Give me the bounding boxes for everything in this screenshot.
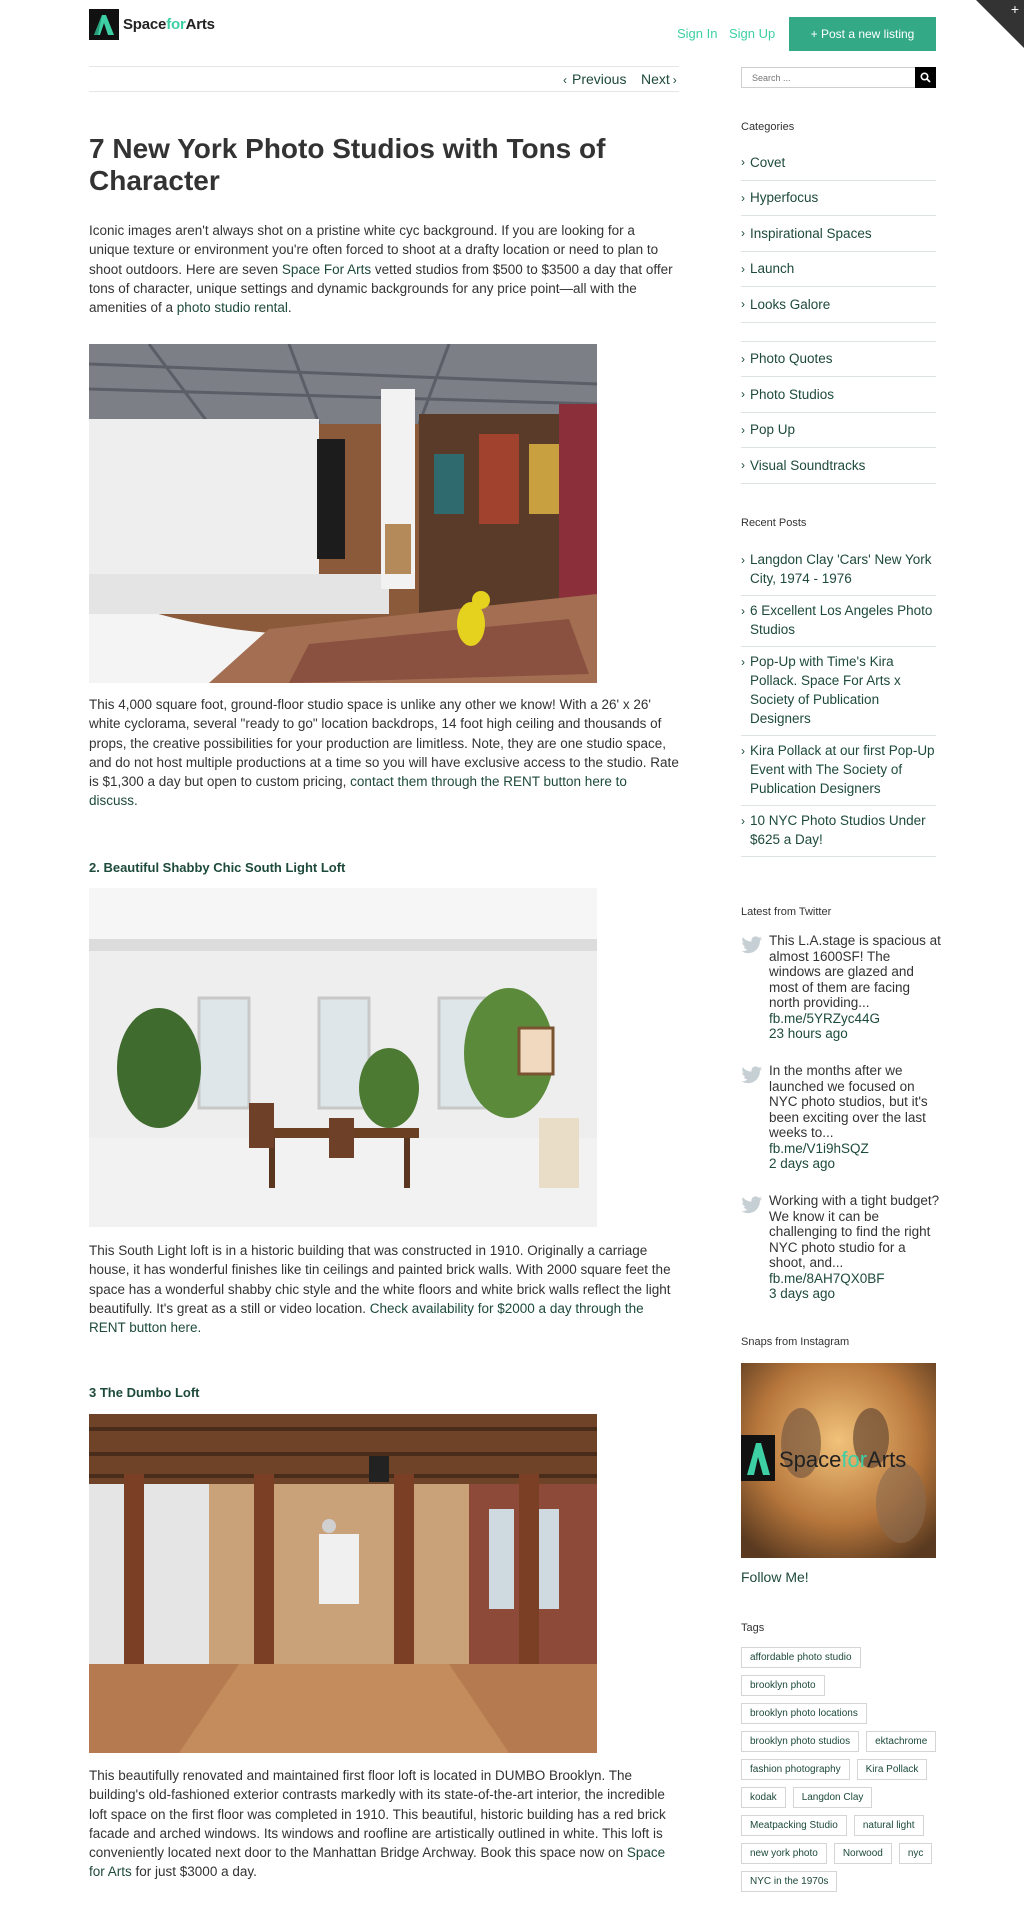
studio-photo-3 [89, 1414, 597, 1753]
chevron-right-icon: › [741, 226, 745, 241]
tweet-text: In the months after we launched we focused on NYC photo studios, but it's been exciting over the last weeks to... [769, 1063, 928, 1140]
tag[interactable]: NYC in the 1970s [741, 1871, 837, 1892]
sign-up-link[interactable]: Sign Up [729, 26, 776, 41]
tweet [741, 933, 941, 1042]
tweet-time[interactable]: 2 days ago [769, 1156, 836, 1171]
tweet-link[interactable]: fb.me/V1i9hSQZ [769, 1140, 869, 1156]
site-logo[interactable] [89, 9, 215, 40]
tweet-text: This L.A.stage is spacious at almost 1600SF! The windows are glazed and most of them are facing north providing... [769, 933, 941, 1010]
recent-post-item[interactable]: › 10 NYC Photo Studios Under $625 a Day! [741, 806, 936, 857]
search-button[interactable] [915, 67, 936, 88]
category-item[interactable]: › Launch [741, 252, 936, 288]
chevron-right-icon: › [741, 351, 745, 366]
twitter-bird-icon [741, 1193, 769, 1302]
twitter-heading: Latest from Twitter [741, 906, 832, 918]
twitter-bird-icon [741, 933, 769, 1042]
tag[interactable]: new york photo [741, 1843, 827, 1864]
chevron-right-icon: › [741, 814, 745, 828]
tweet-link[interactable]: fb.me/5YRZyc44G [769, 1010, 881, 1026]
previous-link[interactable]: ‹ Previous [563, 71, 627, 87]
section-3-paragraph: This beautifully renovated and maintained first floor loft is located in DUMBO Brooklyn. The building's old-fashioned exterior contrasts markedly with its state-of-the-art interior, the incredible loft space on the first floor was completed in 1910. This beautiful, historic building has a red brick facade and arched windows. Its windows and roofline are artistically outlined in white. This loft is conveniently located next door to the Manhattan Bridge Archway. Book this space now on Space for Arts for just $3000 a day. [89, 1768, 666, 1880]
twitter-bird-icon [741, 1063, 769, 1172]
studio-photo-1 [89, 344, 597, 683]
chevron-right-icon: › [741, 261, 745, 276]
tweet-time[interactable]: 3 days ago [769, 1286, 836, 1301]
section-2-paragraph: This South Light loft is in a historic building that was constructed in 1910. Originally a carriage house, it has wonderful finishes like tin ceilings and painted brick walls. With 2000 square feet the space has a wonderful shabby chic style and the white floors and white brick walls reflect the light beautifully. It's great as a still or video location. Check availability for $2000 a day through the RENT button here. [89, 1243, 671, 1336]
chevron-right-icon: › [741, 553, 745, 567]
category-item[interactable]: › Covet [741, 145, 936, 181]
chevron-right-icon: › [741, 422, 745, 437]
category-divider [741, 323, 936, 342]
recent-post-item[interactable]: › 6 Excellent Los Angeles Photo Studios [741, 596, 936, 647]
post-navigation [89, 66, 679, 92]
tweet-time[interactable]: 23 hours ago [769, 1026, 848, 1041]
logo-icon [89, 9, 119, 40]
studio-photo-2 [89, 888, 597, 1227]
rent-contact-link[interactable]: contact them through the RENT button here to discuss. [89, 774, 627, 809]
tag[interactable]: brooklyn photo locations [741, 1703, 867, 1724]
category-item[interactable]: › Pop Up [741, 413, 936, 449]
tags-heading: Tags [741, 1622, 765, 1634]
tweet-text: Working with a tight budget? We know it can be challenging to find the right NYC photo studio for a shoot, and... [769, 1193, 940, 1270]
chevron-right-icon: › [741, 604, 745, 618]
photo-studio-rental-link[interactable]: photo studio rental [176, 300, 288, 316]
search-icon [920, 72, 931, 83]
check-availability-link[interactable]: Check availability for $2000 a day through the RENT button here. [89, 1300, 644, 1336]
tag[interactable]: natural light [854, 1815, 924, 1836]
intro-paragraph: Iconic images aren't always shot on a pristine white cyc background. If you are looking for a unique texture or environment you're often forced to shoot at a drafty location or need to plan to shoot outdoors. Here are seven Space For Arts vetted studios from $500 to $3500 a day that offer tons of character, unique settings and dynamic backgrounds for any price point—all with the amenities of a photo studio rental. [89, 223, 673, 316]
follow-me-link[interactable]: Follow Me! [741, 1569, 809, 1585]
search-input[interactable] [742, 68, 915, 87]
category-list [741, 145, 936, 484]
post-listing-button[interactable]: + Post a new listing [789, 17, 936, 51]
category-item[interactable]: › Photo Studios [741, 377, 936, 413]
space-for-arts-booking-link[interactable]: Space for Arts [89, 1845, 666, 1880]
logo-text: SpaceforArts [123, 16, 215, 33]
article-title: 7 New York Photo Studios with Tons of Character [89, 133, 606, 196]
sign-in-link[interactable]: Sign In [677, 26, 718, 41]
recent-posts-heading: Recent Posts [741, 517, 807, 529]
recent-post-item[interactable]: › Langdon Clay 'Cars' New York City, 1974 - 1976 [741, 545, 936, 596]
chevron-right-icon: › [741, 655, 745, 669]
tag[interactable]: affordable photo studio [741, 1647, 861, 1668]
instagram-heading: Snaps from Instagram [741, 1336, 850, 1348]
tag[interactable]: kodak [741, 1787, 786, 1808]
recent-post-item[interactable]: › Kira Pollack at our first Pop-Up Event with The Society of Publication Designers [741, 736, 936, 806]
chevron-right-icon: › [741, 387, 745, 402]
section-1-paragraph: This 4,000 square foot, ground-floor studio space is unlike any other we know! With a 26' x 26' white cyclorama, several "ready to go" location backdrops, 14 foot high ceiling and thousands of props, the creative possibilities for your production are limitless. Note, they are one studio space, and do not host multiple productions at a time so you will have exclusive access to the studio. Rate is $1,300 a day but open to custom pricing, contact them through the RENT button here to discuss. [89, 697, 679, 809]
category-item[interactable]: › Hyperfocus [741, 181, 936, 217]
chevron-right-icon: › [741, 744, 745, 758]
categories-heading: Categories [741, 121, 795, 133]
chevron-right-icon: › [741, 458, 745, 473]
tag[interactable]: Langdon Clay [793, 1787, 873, 1808]
corner-plus-icon[interactable]: + [1010, 1, 1019, 17]
svg-text:SpaceforArts: SpaceforArts [779, 1447, 907, 1472]
category-item[interactable]: › Photo Quotes [741, 342, 936, 378]
instagram-photo[interactable] [741, 1363, 936, 1558]
search-box [741, 67, 936, 88]
tweet-link[interactable]: fb.me/8AH7QX0BF [769, 1270, 885, 1286]
chevron-right-icon: › [741, 155, 745, 170]
chevron-right-icon: › [672, 73, 677, 87]
tag[interactable]: fashion photography [741, 1759, 850, 1780]
tag[interactable]: Norwood [834, 1843, 892, 1864]
tag[interactable]: ektachrome [866, 1731, 936, 1752]
category-item[interactable]: › Looks Galore [741, 287, 936, 323]
recent-post-item[interactable]: › Pop-Up with Time's Kira Pollack. Space For Arts x Society of Publication Designers [741, 647, 936, 736]
tweet [741, 1193, 941, 1302]
section-2-heading: 2. Beautiful Shabby Chic South Light Loft [89, 860, 346, 875]
tag[interactable]: Meatpacking Studio [741, 1815, 847, 1836]
category-item[interactable]: › Visual Soundtracks [741, 448, 936, 484]
recent-posts-list [741, 545, 936, 857]
space-for-arts-link[interactable]: Space For Arts [281, 261, 372, 277]
chevron-left-icon: ‹ [563, 73, 567, 87]
tag[interactable]: Kira Pollack [857, 1759, 928, 1780]
category-item[interactable]: › Inspirational Spaces [741, 216, 936, 252]
chevron-right-icon: › [741, 297, 745, 312]
tweet [741, 1063, 941, 1172]
tag[interactable]: brooklyn photo studios [741, 1731, 859, 1752]
tag-cloud [741, 1647, 941, 1892]
chevron-right-icon: › [741, 190, 745, 205]
tag[interactable]: nyc [899, 1843, 933, 1864]
section-3-heading: 3 The Dumbo Loft [89, 1385, 200, 1400]
tag[interactable]: brooklyn photo [741, 1675, 825, 1696]
next-link[interactable]: Next › [641, 71, 677, 87]
